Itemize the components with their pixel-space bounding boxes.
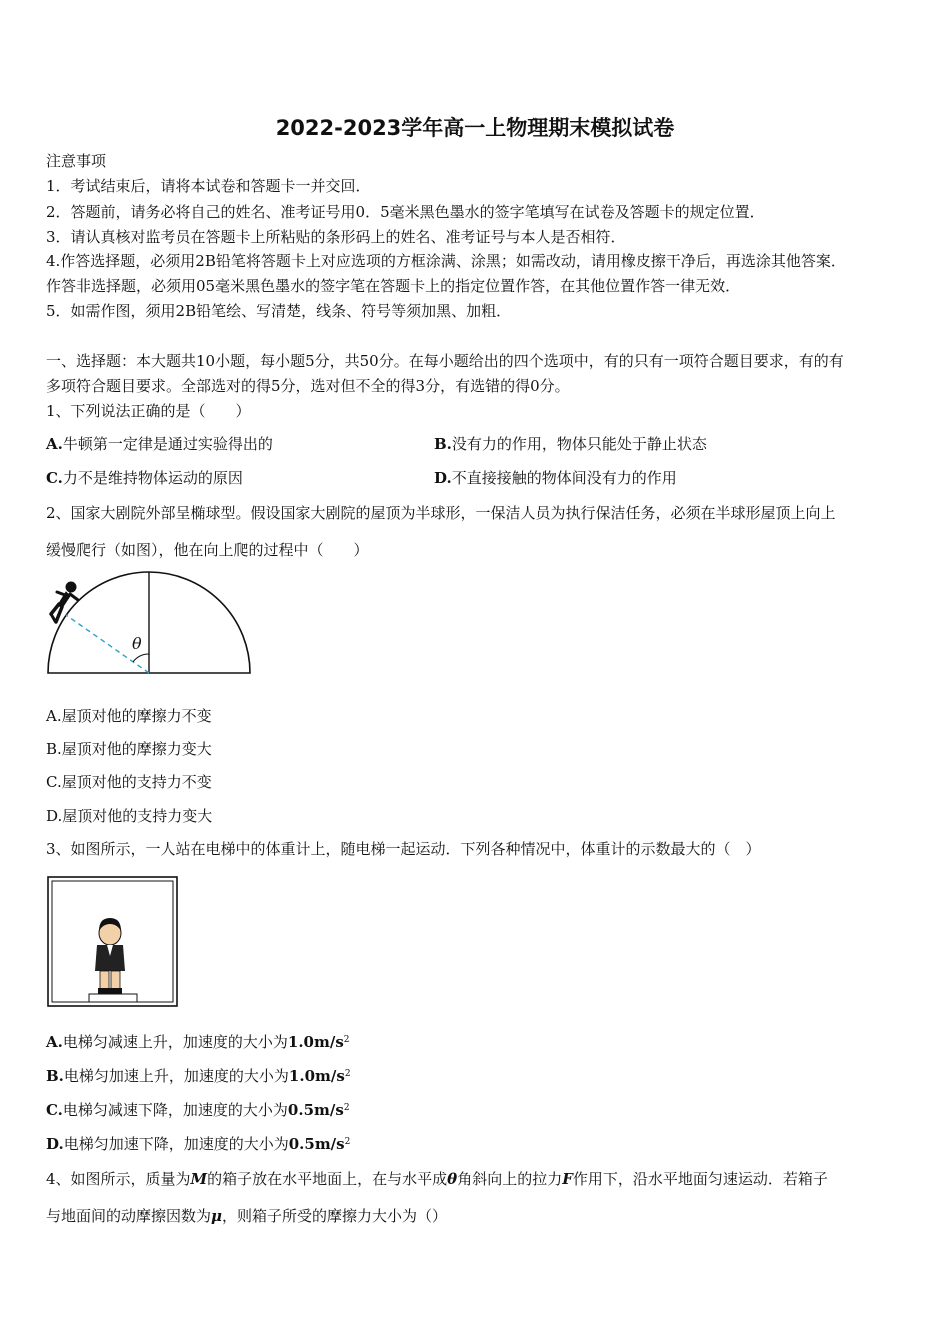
q2-option-a: A.屋顶对他的摩擦力不变 xyxy=(46,707,212,725)
notice-heading: 注意事项 xyxy=(46,152,107,170)
q3-option-b-exp: 2 xyxy=(344,1069,351,1079)
q2-stem-line2: 缓慢爬行（如图），他在向上爬的过程中（ ） xyxy=(46,541,369,559)
q4-text-4: 作用下，沿水平地面匀速运动．若箱子 xyxy=(572,1170,828,1188)
section1-line1: 一、选择题：本大题共10小题，每小题5分，共50分。在每小题给出的四个选项中，有的只有一项符合题目要求，有的有 xyxy=(46,352,844,370)
q3-option-c xyxy=(46,1100,350,1120)
q3-stem: 3、如图所示，一人站在电梯中的体重计上，随电梯一起运动．下列各种情况中，体重计的示数最大的（ ） xyxy=(46,840,761,858)
section1-line2: 多项符合题目要求。全部选对的得5分，选对但不全的得3分，有选错的得0分。 xyxy=(46,377,570,395)
q4-stem-line1 xyxy=(46,1169,828,1189)
q3-option-b-value: 1.0m/s xyxy=(288,1067,345,1085)
q3-option-a-exp: 2 xyxy=(343,1035,350,1045)
q3-option-d-text: 电梯匀加速下降，加速度的大小为 xyxy=(63,1135,289,1153)
q3-option-d-letter: D. xyxy=(46,1135,64,1153)
q4-var-theta: θ xyxy=(447,1170,458,1188)
q3-option-a xyxy=(46,1032,350,1052)
q1-option-b-text: 没有力的作用，物体只能处于静止状态 xyxy=(451,435,707,453)
q1-option-a-letter: A. xyxy=(46,435,63,453)
q2-option-c: C.屋顶对他的支持力不变 xyxy=(46,773,212,791)
q3-option-a-letter: A. xyxy=(46,1033,63,1051)
q3-option-c-value: 0.5m/s xyxy=(287,1101,344,1119)
q3-option-b xyxy=(46,1066,351,1086)
q1-option-b xyxy=(434,434,707,454)
elevator-figure xyxy=(47,876,178,1007)
q1-stem: 1、下列说法正确的是（ ） xyxy=(46,402,251,420)
notice-item-2: 2．答题前，请务必将自己的姓名、准考证号用0．5毫米黑色墨水的签字笔填写在试卷及答题卡的规定位置． xyxy=(46,203,765,221)
notice-item-5: 5．如需作图，须用2B铅笔绘、写清楚，线条、符号等须加黑、加粗． xyxy=(46,302,512,320)
q3-option-a-value: 1.0m/s xyxy=(287,1033,344,1051)
q1-option-c-letter: C. xyxy=(46,469,63,487)
scale-icon xyxy=(89,994,137,1002)
q2-stem-line1: 2、国家大剧院外部呈椭球型。假设国家大剧院的屋顶为半球形，一保洁人员为执行保洁任务，必须在半球形屋顶上向上 xyxy=(46,504,836,522)
angle-arc xyxy=(133,654,149,662)
q4-var-mass: M xyxy=(190,1170,208,1188)
q1-option-b-letter: B. xyxy=(434,435,452,453)
q3-option-d-exp: 2 xyxy=(344,1137,351,1147)
q1-option-c-text: 力不是维持物体运动的原因 xyxy=(62,469,243,487)
q1-option-c xyxy=(46,468,243,488)
climber-icon xyxy=(51,582,78,622)
q3-option-d-value: 0.5m/s xyxy=(288,1135,345,1153)
q4-text-2: 的箱子放在水平地面上，在与水平成 xyxy=(207,1170,448,1188)
q1-option-d xyxy=(434,468,677,488)
hemisphere-roof-figure xyxy=(44,570,256,676)
q2-option-b: B.屋顶对他的摩擦力变大 xyxy=(46,740,212,758)
q1-option-d-letter: D. xyxy=(434,469,452,487)
q4-stem-line2 xyxy=(46,1206,447,1226)
notice-item-4: 4.作答选择题，必须用2B铅笔将答题卡上对应选项的方框涂满、涂黑；如需改动，请用橡皮擦干净后，再选涂其他答案． xyxy=(46,252,846,270)
q3-option-a-text: 电梯匀减速上升，加速度的大小为 xyxy=(62,1033,288,1051)
notice-item-3: 3．请认真核对监考员在答题卡上所粘贴的条形码上的姓名、准考证号与本人是否相符． xyxy=(46,228,626,246)
q3-option-b-text: 电梯匀加速上升，加速度的大小为 xyxy=(63,1067,289,1085)
angle-theta-label: θ xyxy=(132,634,142,653)
q4-var-force: F xyxy=(562,1170,573,1188)
q4-text-1: 4、如图所示，质量为 xyxy=(46,1170,191,1188)
q3-option-c-letter: C. xyxy=(46,1101,63,1119)
q1-option-a xyxy=(46,434,273,454)
q4-text-6: ，则箱子所受的摩擦力大小为（） xyxy=(222,1207,448,1225)
exam-title: 2022-2023学年高一上物理期末模拟试卷 xyxy=(275,116,675,140)
q4-var-mu: μ xyxy=(211,1207,222,1225)
q4-text-5: 与地面间的动摩擦因数为 xyxy=(46,1207,212,1225)
q2-option-d: D.屋顶对他的支持力变大 xyxy=(46,807,213,825)
notice-item-1: 1．考试结束后，请将本试卷和答题卡一并交回． xyxy=(46,177,371,195)
q3-option-c-exp: 2 xyxy=(343,1103,350,1113)
q3-option-b-letter: B. xyxy=(46,1067,64,1085)
q1-option-a-text: 牛顿第一定律是通过实验得出的 xyxy=(62,435,273,453)
q3-option-c-text: 电梯匀减速下降，加速度的大小为 xyxy=(62,1101,288,1119)
notice-item-4-cont: 作答非选择题，必须用05毫米黑色墨水的签字笔在答题卡上的指定位置作答，在其他位置作答一律无效． xyxy=(46,277,741,295)
q4-text-3: 角斜向上的拉力 xyxy=(457,1170,563,1188)
q3-option-d xyxy=(46,1134,350,1154)
q1-option-d-text: 不直接接触的物体间没有力的作用 xyxy=(451,469,677,487)
